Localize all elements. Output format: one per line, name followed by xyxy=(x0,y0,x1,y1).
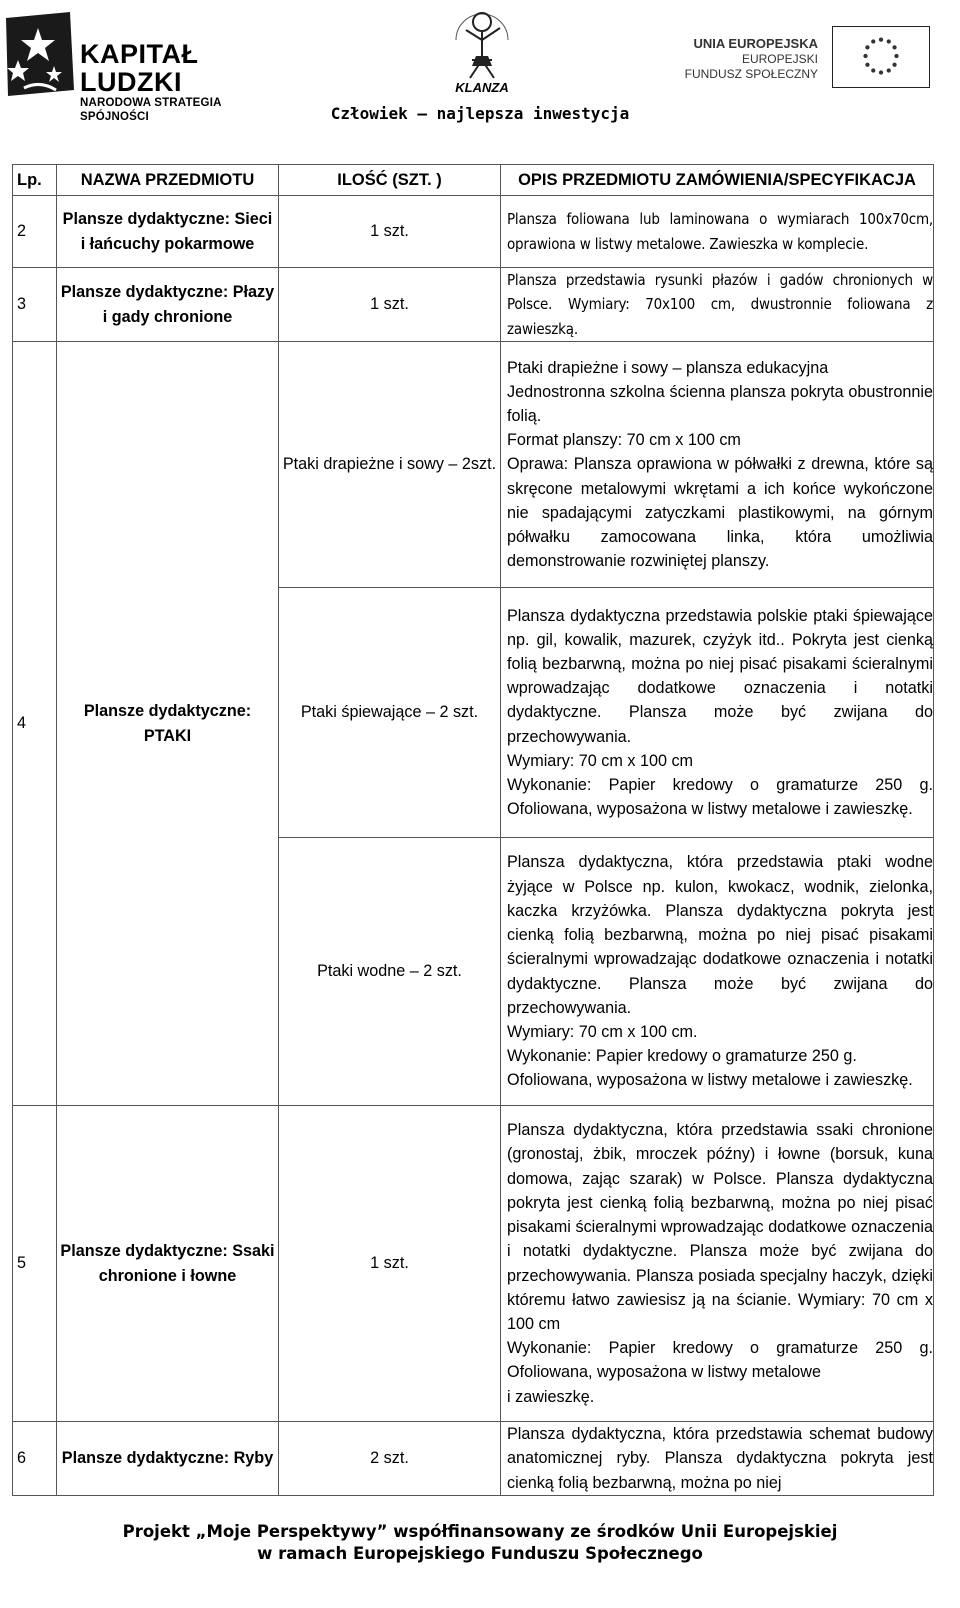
row-qty: 2 szt. xyxy=(279,1422,501,1496)
desc-paragraph: Plansza dydaktyczna, która przedstawia ssaki chronione (gronostaj, żbik, mroczek późny) i łowne (borsuk, kuna domowa, zając szarak) w Polsce. Plansza dydaktyczna pokryta jest cienką folią bezbarwną, można po niej pisać pisakami ścieralnymi wprowadzając dodatkowe oznaczenia i notatki dydaktyczne. Plansza może być zwijana do przechowywania. Plansza posiada specjalny haczyk, dzięki któremu łatwo zawiesisz ją na ścianie. Wymiary: 70 cm x 100 cm xyxy=(507,1121,933,1333)
table-row xyxy=(13,1422,934,1496)
desc-paragraph: Oprawa: Plansza oprawiona w półwałki z drewna, które są skręcone metalowymi wkrętami a ich końce wykończone nie spadającymi zatyczkami plastikowymi, na górnym półwałku zamocowana linka, która umożliwia demonstrowanie rozwiniętej planszy. xyxy=(507,455,933,571)
row-qty: Ptaki wodne – 2 szt. xyxy=(279,838,501,1106)
row-desc: Plansza przedstawia rysunki płazów i gadów chronionych w Polsce. Wymiary: 70x100 cm, dwustronnie foliowana z zawieszką. xyxy=(501,268,934,342)
table-row xyxy=(13,342,934,588)
kapital-ludzki-star-icon xyxy=(4,10,76,98)
page-header xyxy=(0,0,960,123)
kapital-ludzki-subtitle: NARODOWA STRATEGIA SPÓJNOŚCI xyxy=(80,97,222,123)
table-row xyxy=(13,268,934,342)
eu-logo xyxy=(680,22,950,92)
desc-paragraph: Format planszy: 70 cm x 100 cm xyxy=(507,431,741,450)
row-desc xyxy=(501,838,934,1106)
desc-paragraph: i zawieszkę. xyxy=(507,1387,595,1406)
header-name: NAZWA PRZEDMIOTU xyxy=(57,165,279,196)
row-lp: 4 xyxy=(13,342,57,1106)
desc-paragraph: Wykonanie: Papier kredowy o gramaturze 250 g. Ofoliowana, wyposażona w listwy metalowe i zawieszkę. xyxy=(507,776,933,819)
row-qty: Ptaki śpiewające – 2 szt. xyxy=(279,588,501,838)
row-qty: 1 szt. xyxy=(279,1106,501,1422)
row-desc: Plansza foliowana lub laminowana o wymiarach 100x70cm, oprawiona w listwy metalowe. Zawieszka w komplecie. xyxy=(501,196,934,268)
eu-flag-icon xyxy=(832,26,930,88)
eu-line1: UNIA EUROPEJSKA xyxy=(693,36,818,51)
specification-table xyxy=(12,164,934,1496)
kapital-ludzki-logo xyxy=(4,10,276,123)
row-desc xyxy=(501,1106,934,1422)
row-lp: 6 xyxy=(13,1422,57,1496)
row-qty: 1 szt. xyxy=(279,268,501,342)
desc-paragraph: Plansza dydaktyczna, która przedstawia ptaki wodne żyjące w Polsce np. kulon, kwokacz, wodnik, zielonka, kaczka krzyżówka. Plansza dydaktyczna pokryta jest cienką folią bezbarwną, można po niej pisać pisakami ścieralnymi wprowadzając dodatkowe oznaczenia i notatki dydaktyczne. Plansza może być zwijana do przechowywania. xyxy=(507,853,933,1017)
footer-line1: Projekt „Moje Perspektywy” współfinansowany ze środków Unii Europejskiej xyxy=(122,1522,838,1541)
klanza-label: KLANZA xyxy=(455,80,509,95)
footer-line2: w ramach Europejskiego Funduszu Społecznego xyxy=(257,1544,703,1563)
row-name: Plansze dydaktyczne: Ssaki chronione i łowne xyxy=(57,1106,279,1422)
slogan: Człowiek – najlepsza inwestycja xyxy=(330,104,630,123)
desc-paragraph: Wykonanie: Papier kredowy o gramaturze 250 g. xyxy=(507,1047,857,1066)
desc-paragraph: Plansza dydaktyczna przedstawia polskie ptaki śpiewające np. gil, kowalik, mazurek, czyżyk itd.. Pokryta jest cienką folią bezbarwną, można po niej pisać pisakami ścieralnymi wprowadzając dodatkowe oznaczenia i notatki dydaktyczne. Plansza może być zwijana do przechowywania. xyxy=(507,606,933,746)
row-desc: Plansza dydaktyczna, która przedstawia schemat budowy anatomicznej ryby. Plansza dydaktyczna pokryta jest cienką folią bezbarwną, można po niej xyxy=(501,1422,934,1496)
header-qty: ILOŚĆ (SZT. ) xyxy=(279,165,501,196)
row-qty: Ptaki drapieżne i sowy – 2szt. xyxy=(279,342,501,588)
desc-paragraph: Wymiary: 70 cm x 100 cm. xyxy=(507,1022,698,1041)
row-lp: 5 xyxy=(13,1106,57,1422)
page-footer xyxy=(0,1521,960,1565)
header-desc: OPIS PRZEDMIOTU ZAMÓWIENIA/SPECYFIKACJA xyxy=(501,165,934,196)
row-name: Plansze dydaktyczne: PTAKI xyxy=(57,342,279,1106)
eu-line2: EUROPEJSKI xyxy=(741,52,818,66)
desc-paragraph: Ofoliowana, wyposażona w listwy metalowe i zawieszkę. xyxy=(507,1071,913,1090)
header-lp: Lp. xyxy=(13,165,57,196)
row-qty: 1 szt. xyxy=(279,196,501,268)
row-name: Plansze dydaktyczne: Płazy i gady chronione xyxy=(57,268,279,342)
desc-paragraph: Wymiary: 70 cm x 100 cm xyxy=(507,751,694,770)
desc-paragraph: Ptaki drapieżne i sowy – plansza edukacyjna xyxy=(507,358,829,377)
eu-line3: FUNDUSZ SPOŁECZNY xyxy=(684,67,818,81)
table-row xyxy=(13,1106,934,1422)
row-lp: 3 xyxy=(13,268,57,342)
row-desc xyxy=(501,342,934,588)
table-header-row xyxy=(13,165,934,196)
desc-paragraph: Jednostronna szkolna ścienna plansza pokryta obustronnie folią. xyxy=(507,382,933,425)
desc-paragraph: Wykonanie: Papier kredowy o gramaturze 250 g. Ofoliowana, wyposażona w listwy metalowe xyxy=(507,1339,933,1382)
row-name: Plansze dydaktyczne: Sieci i łańcuchy pokarmowe xyxy=(57,196,279,268)
table-row xyxy=(13,196,934,268)
row-lp: 2 xyxy=(13,196,57,268)
row-desc xyxy=(501,588,934,838)
klanza-logo xyxy=(446,0,518,96)
row-name: Plansze dydaktyczne: Ryby xyxy=(57,1422,279,1496)
kapital-ludzki-title: KAPITAŁ LUDZKI xyxy=(80,39,199,97)
